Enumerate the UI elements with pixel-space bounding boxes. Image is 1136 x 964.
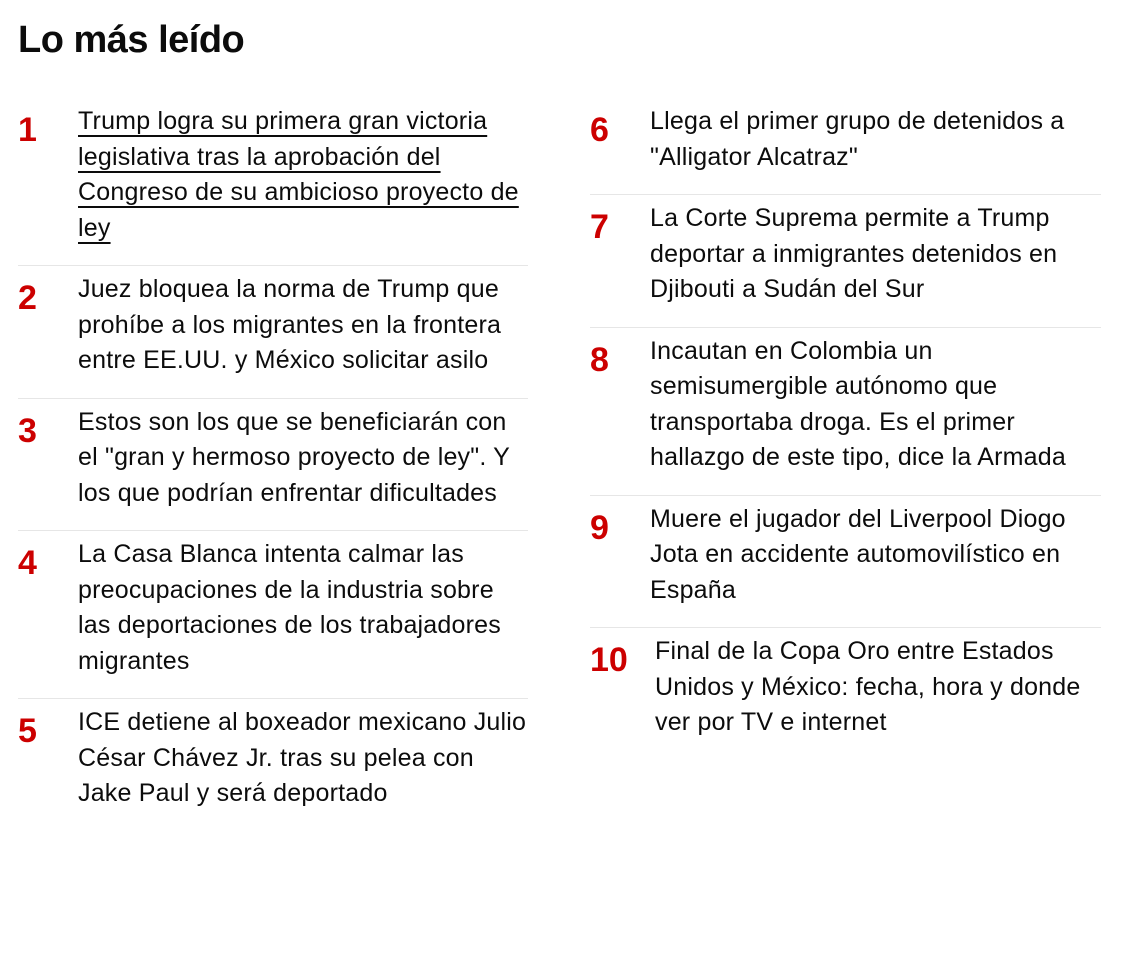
list-item (590, 98, 1101, 195)
list-item (590, 628, 1101, 760)
rank-number: 1 (18, 111, 37, 149)
rank-number: 3 (18, 411, 37, 450)
rank-number: 6 (590, 111, 609, 149)
rank-number: 5 (18, 712, 37, 750)
rank-number: 10 (590, 641, 628, 679)
rank-number: 9 (590, 508, 609, 547)
headline-link[interactable]: Llega el primer grupo de detenidos a "Alligator Alcatraz" (650, 107, 1065, 171)
list-item (18, 699, 528, 831)
list-item (590, 195, 1101, 328)
section-title: Lo más leído (18, 19, 245, 61)
rank-number: 7 (590, 208, 609, 246)
list-item (18, 98, 528, 266)
list-item (18, 266, 528, 399)
headline-link[interactable]: Juez bloquea la norma de Trump que prohíbe a los migrantes en la frontera entre EE.UU. y México solicitar asilo (78, 275, 502, 374)
rank-number: 2 (18, 279, 37, 317)
list-item (590, 496, 1101, 629)
most-read-list-left (18, 98, 528, 831)
headline-link[interactable]: Muere el jugador del Liverpool Diogo Jota en accidente automovilístico en España (650, 504, 1066, 604)
headline-text: Trump logra su primera gran victoria legislativa tras la aprobación del Congreso de su ambicioso proyecto de ley (78, 107, 519, 242)
headline-link[interactable] (78, 104, 528, 246)
list-item (18, 399, 528, 532)
rank-number: 4 (18, 544, 37, 582)
headline-link[interactable]: Final de la Copa Oro entre Estados Unidos y México: fecha, hora y donde ver por TV e internet (655, 637, 1081, 736)
headline-link[interactable]: Incautan en Colombia un semisumergible autónomo que transportaba droga. Es el primer hallazgo de este tipo, dice la Armada (650, 336, 1066, 471)
headline-link[interactable]: La Corte Suprema permite a Trump deportar a inmigrantes detenidos en Djibouti a Sudán del Sur (650, 204, 1058, 303)
list-item (18, 531, 528, 699)
headline-link[interactable]: Estos son los que se beneficiarán con el "gran y hermoso proyecto de ley". Y los que podrían enfrentar dificultades (78, 407, 510, 507)
headline-link[interactable]: ICE detiene al boxeador mexicano Julio César Chávez Jr. tras su pelea con Jake Paul y será deportado (78, 708, 527, 807)
headline-link[interactable]: La Casa Blanca intenta calmar las preocupaciones de la industria sobre las deportaciones de los trabajadores migrantes (78, 540, 501, 675)
list-item (590, 328, 1101, 496)
most-read-list-right (590, 98, 1101, 760)
rank-number: 8 (590, 340, 609, 379)
